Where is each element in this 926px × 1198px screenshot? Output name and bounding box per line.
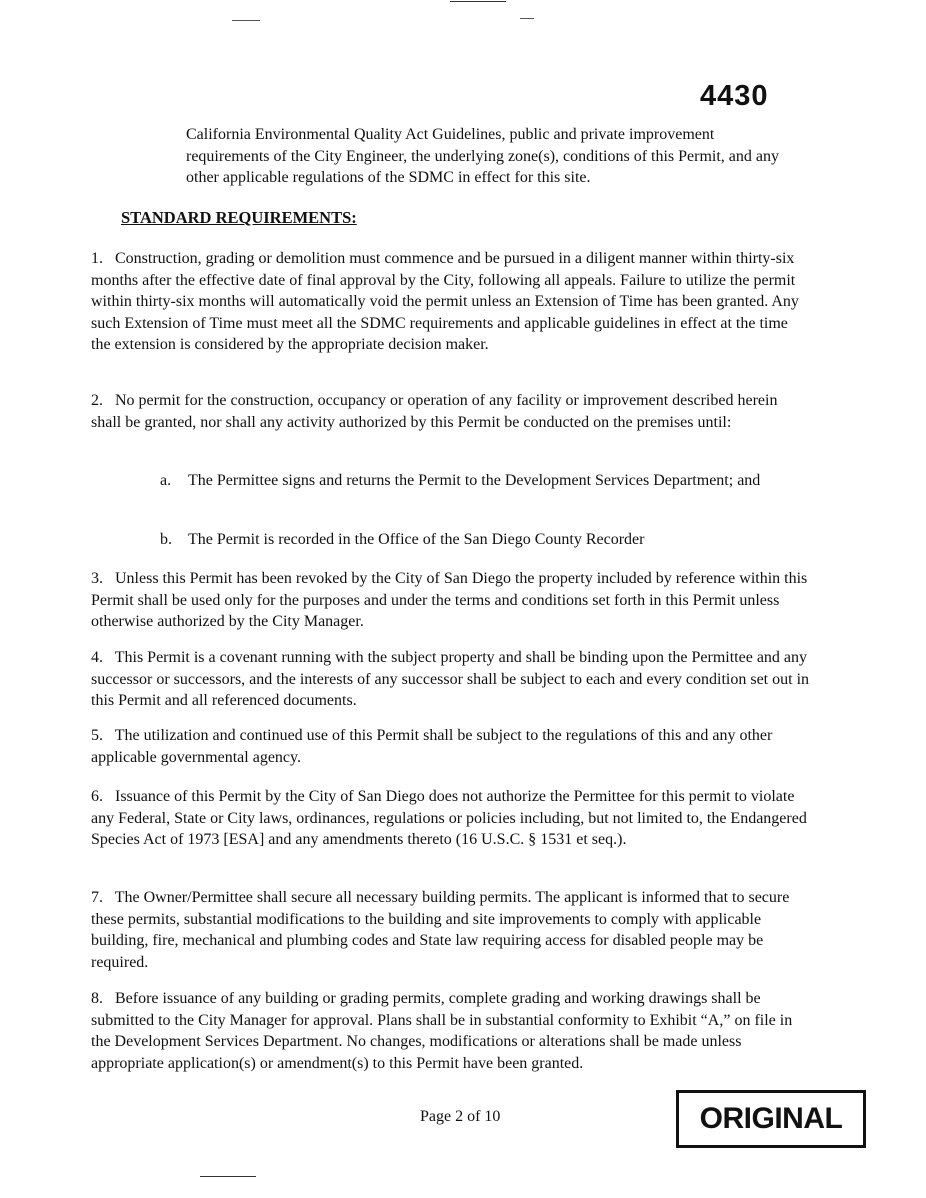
scan-speck (232, 20, 260, 21)
requirement-2 (91, 390, 811, 433)
requirement-number: 4. (91, 649, 103, 666)
requirement-text: Construction, grading or demolition must commence and be pursued in a diligent manner within thirty-six months after the effective date of final approval by the City, following all appeals. Failure to utilize the permit within thirty-six months will automatically void the permit unless an Extension of Time has been granted. Any such Extension of Time must meet all the SDMC requirements and applicable guidelines in effect at the time the extension is considered by the appropriate decision maker. (91, 250, 799, 353)
original-stamp (676, 1090, 866, 1148)
sub-requirement-text: The Permittee signs and returns the Permit to the Development Services Department; and (188, 472, 761, 489)
requirement-number: 5. (91, 727, 103, 744)
scan-speck (520, 18, 534, 19)
requirement-text: This Permit is a covenant running with the subject property and shall be binding upon the Permittee and any successor or successors, and the interests of any successor shall be subject to each and every condition set out in this Permit and all referenced documents. (91, 649, 810, 709)
requirement-1 (91, 248, 811, 356)
requirement-4 (91, 647, 811, 712)
scan-speck (450, 1, 506, 2)
sub-requirement-a (160, 470, 800, 492)
requirement-7 (91, 887, 811, 973)
requirement-text: No permit for the construction, occupancy or operation of any facility or improvement described herein shall be granted, nor shall any activity authorized by this Permit be conducted on the premises until: (91, 392, 778, 431)
section-title: STANDARD REQUIREMENTS: (121, 208, 357, 227)
requirement-text: The Owner/Permittee shall secure all necessary building permits. The applicant is informed that to secure these permits, substantial modifications to the building and site improvements to comply with applicable building, fire, mechanical and plumbing codes and State law requiring access for disabled people may be required. (91, 889, 790, 971)
requirement-8 (91, 988, 811, 1074)
sub-requirement-text: The Permit is recorded in the Office of the San Diego County Recorder (188, 531, 645, 548)
requirement-number: 7. (91, 889, 103, 906)
intro-paragraph: California Environmental Quality Act Guidelines, public and private improvement requirements of the City Engineer, the underlying zone(s), conditions of this Permit, and any other applicable regulations of the SDMC in effect for this site. (186, 126, 779, 186)
requirement-text: Unless this Permit has been revoked by the City of San Diego the property included by reference within this Permit shall be used only for the purposes and under the terms and conditions set forth in this Permit unless otherwise authorized by the City Manager. (91, 570, 808, 630)
requirement-5 (91, 725, 811, 768)
page-number: Page 2 of 10 (420, 1108, 501, 1125)
requirement-number: 8. (91, 990, 103, 1007)
requirement-6 (91, 786, 811, 851)
requirement-number: 1. (91, 250, 103, 267)
requirement-text: Issuance of this Permit by the City of San Diego does not authorize the Permittee for this permit to violate any Federal, State or City laws, ordinances, regulations or policies including, but not limited to, the Endangered Species Act of 1973 [ESA] and any amendments thereto (16 U.S.C. § 1531 et seq.). (91, 788, 807, 848)
requirement-number: 6. (91, 788, 103, 805)
scan-speck (200, 1176, 256, 1177)
stamp-text: ORIGINAL (699, 1102, 843, 1135)
requirement-text: Before issuance of any building or grading permits, complete grading and working drawings shall be submitted to the City Manager for approval. Plans shall be in substantial conformity to Exhibit “A,” on file in the Development Services Department. No changes, modifications or alterations shall be made unless appropriate application(s) or amendment(s) to this Permit have been granted. (91, 990, 793, 1072)
sub-requirement-marker: a. (160, 472, 172, 489)
requirement-number: 2. (91, 392, 103, 409)
sub-requirement-marker: b. (160, 531, 172, 548)
requirement-3 (91, 568, 811, 633)
document-number: 4430 (700, 80, 769, 112)
requirement-number: 3. (91, 570, 103, 587)
sub-requirement-b (160, 529, 800, 551)
requirement-text: The utilization and continued use of this Permit shall be subject to the regulations of this and any other applicable governmental agency. (91, 727, 773, 766)
